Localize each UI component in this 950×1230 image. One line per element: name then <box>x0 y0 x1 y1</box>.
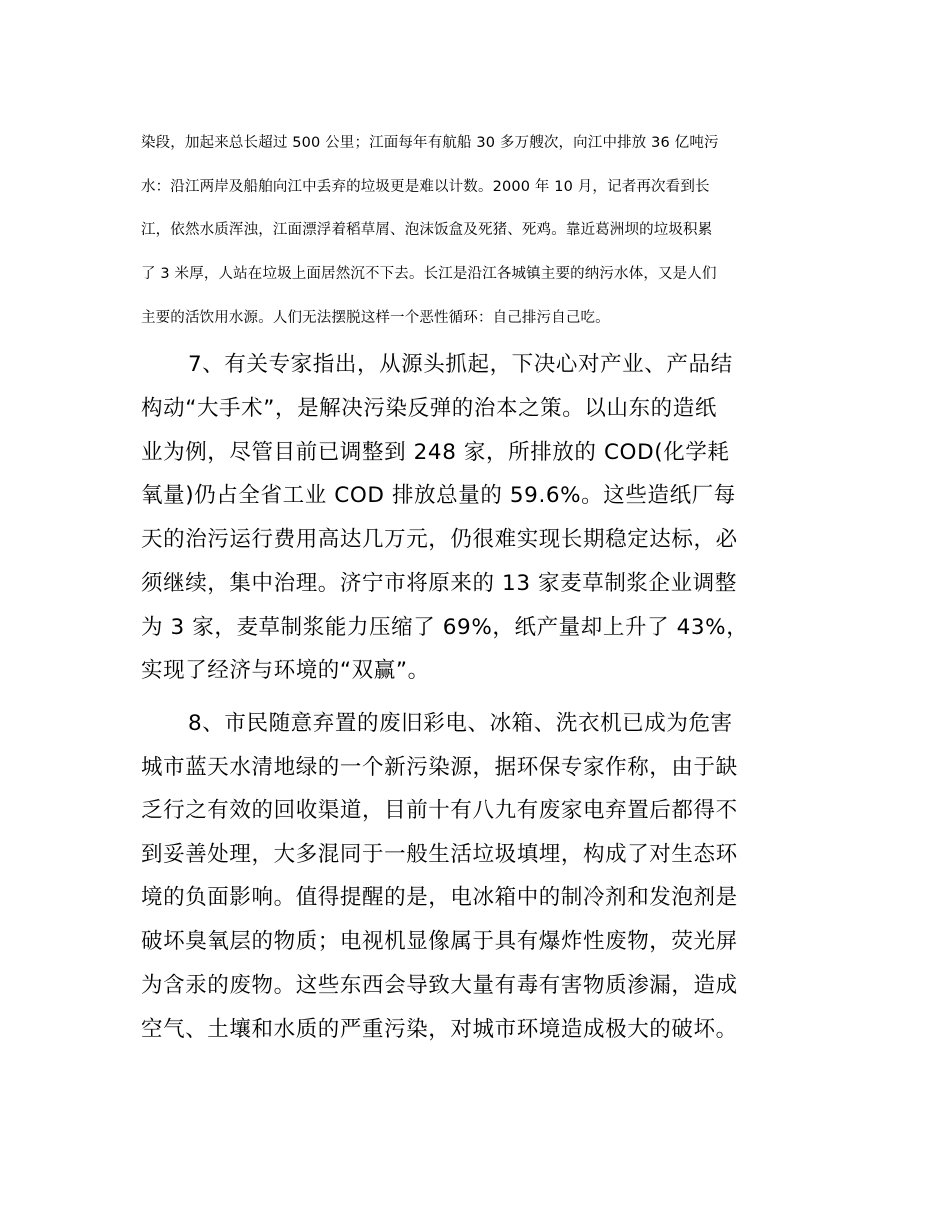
paragraph-line: 城市蓝天水清地绿的一个新污染源，据环保专家作称，由于缺 <box>141 755 738 780</box>
paragraph-line: 了 3 米厚，人站在垃圾上面居然沉不下去。长江是沿江各城镇主要的纳污水体，又是人们 <box>141 266 717 282</box>
paragraph-line: 乏行之有效的回收渠道，目前十有八九有废家电弃置后都得不 <box>141 798 738 823</box>
paragraph-line: 天的治污运行费用高达几万元，仍很难实现长期稳定达标，必 <box>141 527 738 552</box>
paragraph-line: 须继续，集中治理。济宁市将原来的 13 家麦草制浆企业调整 <box>141 571 737 596</box>
paragraph-line: 境的负面影响。值得提醒的是，电冰箱中的制冷剂和发泡剂是 <box>141 885 738 910</box>
paragraph-line: 为含汞的废物。这些东西会导致大量有毒有害物质渗漏，造成 <box>141 973 738 998</box>
paragraph-line: 染段，加起来总长超过 500 公里；江面每年有航船 30 多万艘次，向江中排放 36 亿吨污 <box>141 135 719 151</box>
paragraph-line: 空气、土壤和水质的严重污染，对城市环境造成极大的破坏。 <box>141 1017 738 1042</box>
paragraph-line: 实现了经济与环境的“双赢”。 <box>141 658 430 683</box>
paragraph-line: 水：沿江两岸及船舶向江中丢弃的垃圾更是难以计数。2000 年 10 月，记者再次看到长 <box>141 179 710 195</box>
paragraph-line: 8、市民随意弃置的废旧彩电、冰箱、洗衣机已成为危害 <box>188 711 733 736</box>
paragraph-line: 江，依然水质浑浊，江面漂浮着稻草屑、泡沫饭盒及死猪、死鸡。靠近葛洲坝的垃圾积累 <box>141 222 713 238</box>
paragraph-line: 主要的活饮用水源。人们无法摆脱这样一个恶性循环：自己排污自己吃。 <box>141 310 610 326</box>
paragraph-line: 到妥善处理，大多混同于一般生活垃圾填埋，构成了对生态环 <box>141 842 738 867</box>
paragraph-line: 氧量)仍占全省工业 COD 排放总量的 59.6%。这些造纸厂每 <box>141 483 736 508</box>
paragraph-line: 7、有关专家指出，从源头抓起，下决心对产业、产品结 <box>188 352 733 377</box>
paragraph-line: 构动“大手术”，是解决污染反弹的治本之策。以山东的造纸 <box>141 396 717 421</box>
paragraph-line: 破坏臭氧层的物质；电视机显像属于具有爆炸性废物，荧光屏 <box>141 929 738 954</box>
paragraph-line: 为 3 家，麦草制浆能力压缩了 69%，纸产量却上升了 43%， <box>141 615 749 640</box>
paragraph-line: 业为例，尽管目前已调整到 248 家，所排放的 COD(化学耗 <box>141 440 730 465</box>
